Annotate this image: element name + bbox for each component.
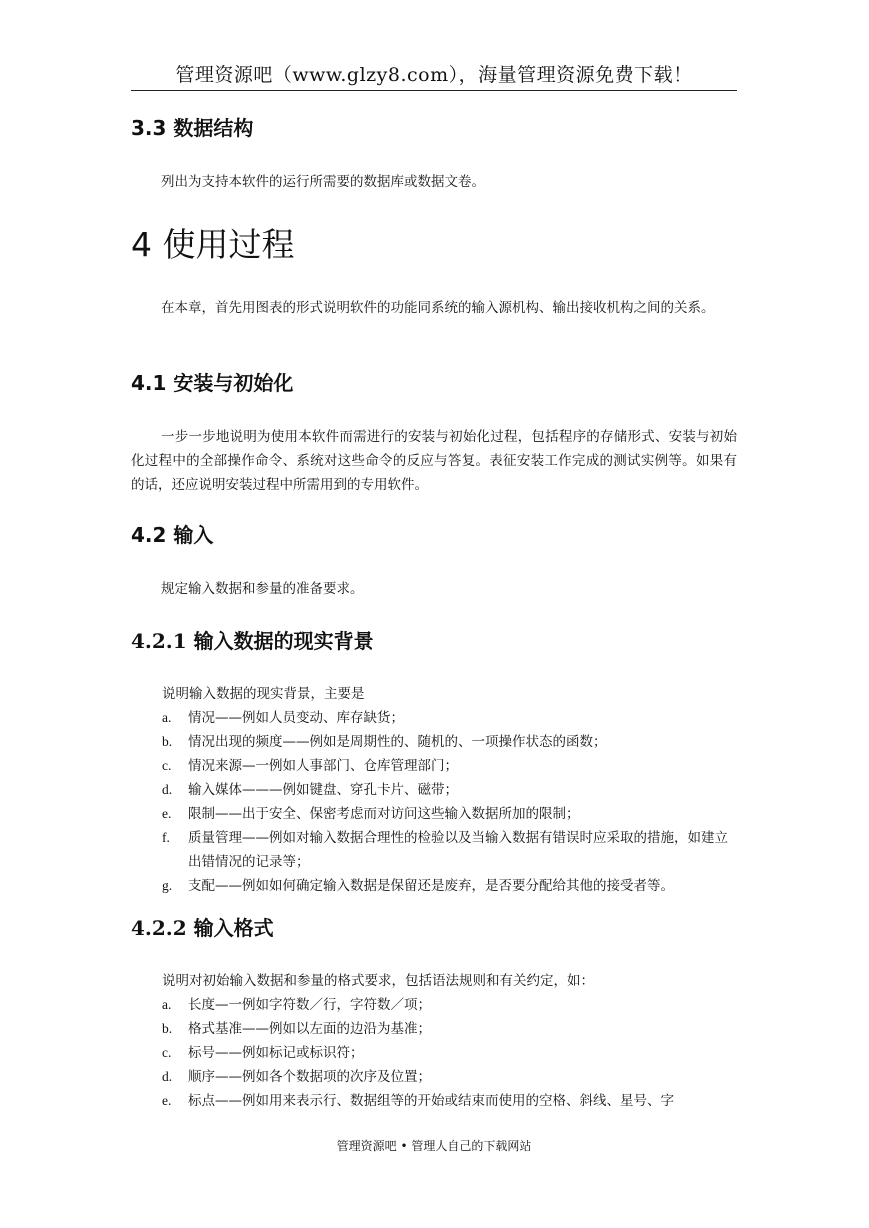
list-item-text: 支配——例如如何确定输入数据是保留还是废弃，是否要分配给其他的接受者等。 (188, 878, 674, 894)
list-item-text: 格式基准——例如以左面的边沿为基准； (188, 1021, 431, 1037)
paragraph-3-3: 列出为支持本软件的运行所需要的数据库或数据文卷。 (161, 174, 485, 190)
list-4-2-2 (131, 993, 737, 1113)
list-item-text: 顺序——例如各个数据项的次序及位置； (188, 1069, 431, 1085)
header-divider (131, 90, 737, 91)
list-item-text: 限制——出于安全、保密考虑而对访问这些输入数据所加的限制； (188, 806, 580, 822)
heading-3-3: 3.3 数据结构 (131, 116, 254, 140)
list-item (131, 754, 737, 778)
list-marker: c. (162, 758, 172, 773)
list-item (131, 1017, 737, 1041)
list-marker: e. (162, 1093, 172, 1108)
list-item (131, 730, 737, 754)
list-item (131, 778, 737, 802)
paragraph-4: 在本章，首先用图表的形式说明软件的功能同系统的输入源机构、输出接收机构之间的关系。 (161, 300, 715, 316)
page-header: 管理资源吧（www.glzy8.com），海量管理资源免费下载！ (175, 64, 693, 86)
list-item (131, 1089, 737, 1113)
list-item-text: 标点——例如用来表示行、数据组等的开始或结束而使用的空格、斜线、星号、字 (188, 1093, 674, 1109)
list-marker: a. (162, 710, 172, 725)
intro-4-2-2: 说明对初始输入数据和参量的格式要求，包括语法规则和有关约定，如： (162, 973, 594, 989)
list-marker: g. (162, 878, 173, 893)
list-marker: a. (162, 997, 172, 1012)
heading-4-1: 4.1 安装与初始化 (131, 371, 294, 395)
list-item-text: 情况来源—一例如人事部门、仓库管理部门； (188, 758, 458, 774)
list-item (131, 1065, 737, 1089)
list-item (131, 706, 737, 730)
list-marker: b. (162, 1021, 173, 1036)
list-item (131, 1041, 737, 1065)
paragraph-4-1: 一步一步地说明为使用本软件而需进行的安装与初始化过程，包括程序的存储形式、安装与初始化过程中的全部操作命令、系统对这些命令的反应与答复。表征安装工作完成的测试实例等。如果有的话，还应说明安装过程中所需用到的专用软件。 (131, 429, 737, 493)
page-footer: 管理资源吧 • 管理人自己的下载网站 (336, 1139, 532, 1153)
list-item (131, 802, 737, 826)
list-item-text: 情况——例如人员变动、库存缺货； (188, 710, 404, 726)
list-item-text: 质量管理——例如对输入数据合理性的检验以及当输入数据有错误时应采取的措施，如建立出错情况的记录等； (188, 830, 728, 870)
list-item-text: 情况出现的频度——例如是周期性的、随机的、一项操作状态的函数； (188, 734, 607, 750)
heading-4-2: 4.2 输入 (131, 523, 214, 547)
list-item (131, 826, 737, 874)
intro-4-2-1: 说明输入数据的现实背景，主要是 (162, 686, 365, 702)
list-item-text: 长度—一例如字符数／行，字符数／项； (188, 997, 431, 1013)
list-marker: c. (162, 1045, 172, 1060)
list-item (131, 993, 737, 1017)
paragraph-4-2: 规定输入数据和参量的准备要求。 (161, 581, 364, 597)
heading-4-2-1: 4.2.1 输入数据的现实背景 (131, 629, 374, 653)
heading-4: 4 使用过程 (131, 225, 295, 264)
list-marker: e. (162, 806, 172, 821)
list-marker: b. (162, 734, 173, 749)
list-marker: f. (162, 830, 170, 845)
list-marker: d. (162, 1069, 173, 1084)
list-item (131, 874, 737, 898)
list-item-text: 输入媒体———例如键盘、穿孔卡片、磁带； (188, 782, 458, 798)
list-item-text: 标号——例如标记或标识符； (188, 1045, 364, 1061)
list-4-2-1 (131, 706, 737, 898)
heading-4-2-2: 4.2.2 输入格式 (131, 916, 274, 940)
list-marker: d. (162, 782, 173, 797)
